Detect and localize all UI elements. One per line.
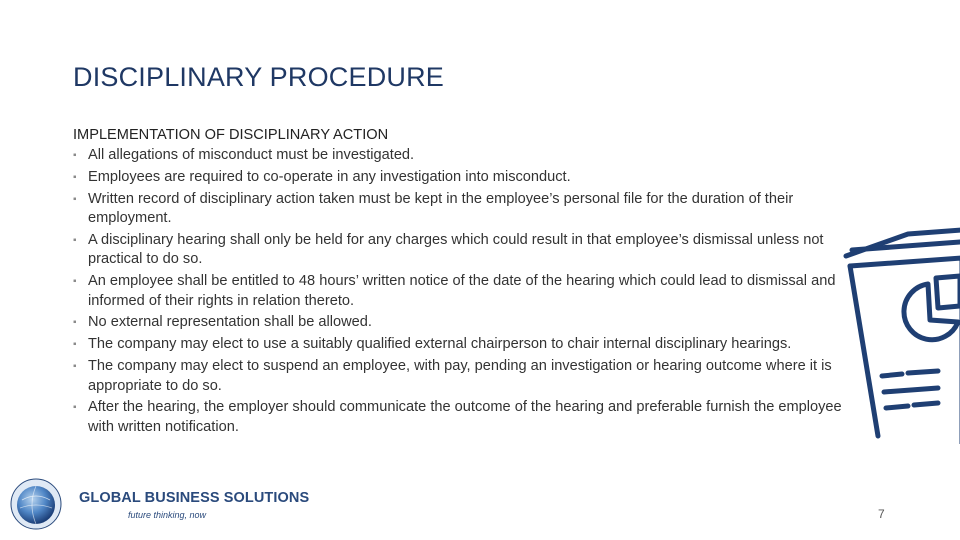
logo-name: GLOBAL BUSINESS SOLUTIONS [79, 490, 310, 506]
bullet-marker: ▪ [73, 171, 77, 183]
list-item: ▪ No external representation shall be allowed. [73, 313, 843, 333]
bullet-marker: ▪ [73, 193, 77, 205]
report-document-icon [838, 222, 960, 444]
list-item: ▪ The company may elect to use a suitably qualified external chairperson to chair internal disciplinary hearings. [73, 335, 843, 355]
content-area [73, 126, 843, 440]
slide-title: DISCIPLINARY PROCEDURE [73, 62, 444, 92]
list-item: ▪ A disciplinary hearing shall only be held for any charges which could result in that employee’s dismissal unless not practical to do so. [73, 231, 824, 268]
page-number: 7 [878, 507, 885, 521]
list-item: ▪ Written record of disciplinary action taken must be kept in the employee’s personal file for the duration of their employment. [73, 190, 794, 227]
list-item: ▪ Employees are required to co-operate in any investigation into misconduct. [73, 168, 843, 188]
bullet-marker: ▪ [73, 150, 77, 161]
bullet-marker: ▪ [73, 339, 77, 351]
bullet-marker: ▪ [73, 361, 77, 373]
bullet-marker: ▪ [73, 402, 77, 414]
list-item: ▪ After the hearing, the employer should communicate the outcome of the hearing and preferable furnish the employee with written notification. [73, 399, 842, 435]
company-logo [8, 478, 310, 532]
bullet-marker: ▪ [73, 317, 77, 329]
globe-icon [10, 478, 62, 530]
list-item: ▪ An employee shall be entitled to 48 hours’ written notice of the date of the hearing which could lead to dismissal and informed of their rights in relation thereto. [73, 273, 836, 309]
list-item: ▪ All allegations of misconduct must be investigated. [73, 146, 843, 166]
bullet-marker: ▪ [73, 234, 77, 246]
section-heading: IMPLEMENTATION OF DISCIPLINARY ACTION [73, 127, 389, 143]
bullet-marker: ▪ [73, 276, 77, 288]
bullet-list [73, 146, 843, 437]
logo-tagline: future thinking, now [128, 510, 207, 520]
list-item: ▪ The company may elect to suspend an employee, with pay, pending an investigation or hearing outcome where it is appropriate to do so. [73, 358, 832, 394]
